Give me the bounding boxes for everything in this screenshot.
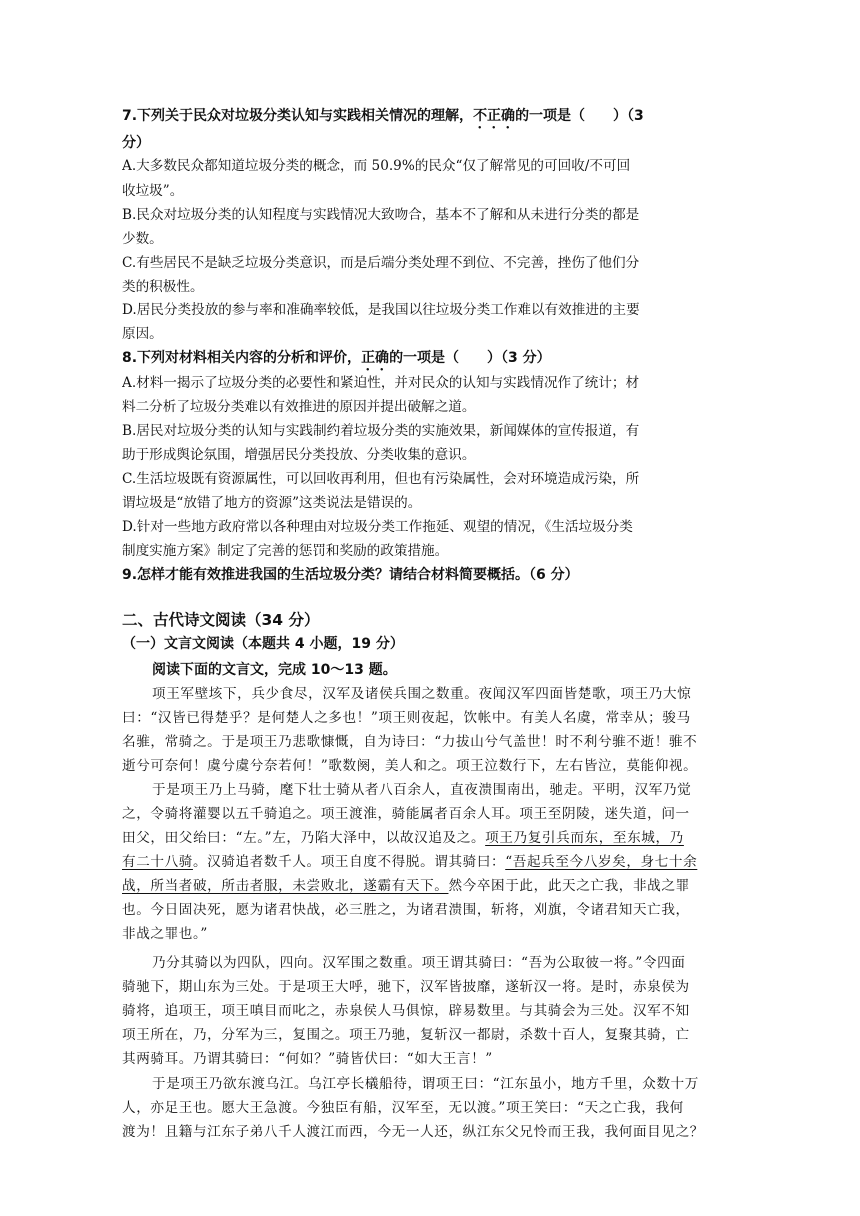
passage-p2-line6: 也。今日固决死，愿为诸君快战，必三胜之，为诸君溃围，斩将，刈旗，令诸君知天亡我， <box>122 902 690 918</box>
passage-p2-line3 <box>122 827 742 849</box>
question-9: 9.怎样才能有效推进我国的生活垃圾分类？请结合材料简要概括。（6 分） <box>122 567 579 583</box>
question-7-points: 分） <box>122 135 150 151</box>
passage-p2-line7: 非战之罪也。” <box>122 926 208 942</box>
passage-p3-line3: 骑将，追项王，项王嗔目而叱之，赤泉侯人马俱惊，辟易数里。与其骑会为三处。汉军不知 <box>122 1003 690 1019</box>
passage-p4-line1: 于是项王乃欲东渡乌江。乌江亭长檥船待，谓项王曰：“江东虽小，地方千里，众数十万 <box>152 1076 699 1092</box>
passage-p4-line3: 渡为！且籍与江东子弟八千人渡江而西，今无一人还，纵江东父兄怜而王我，我何面目见之？ <box>122 1124 704 1140</box>
q8-option-b-line1: B.居民对垃圾分类的认知与实践制约着垃圾分类的实施效果，新闻媒体的宣传报道，有 <box>122 423 640 439</box>
passage-p1-line4: 逝兮可奈何！虞兮虞兮奈若何！”歌数阕，美人和之。项王泣数行下，左右皆泣，莫能仰视。 <box>122 758 698 774</box>
passage-text: 。汉骑追者数千人。项王自度不得脱。谓其骑曰： <box>192 854 506 870</box>
passage-p3-line2: 骑驰下，期山东为三处。于是项王大呼，驰下，汉军皆披靡，遂斩汉一将。是时，赤泉侯为 <box>122 979 690 995</box>
q7-option-d-line1: D.居民分类投放的参与率和准确率较低，是我国以往垃圾分类工作难以有效推进的主要 <box>122 302 640 318</box>
passage-p4-line2: 人，亦足王也。愿大王急渡。今独臣有船，汉军至，无以渡。”项王笑曰：“天之亡我，我何 <box>122 1100 684 1116</box>
subsection-title: （一）文言文阅读（本题共 4 小题，19 分） <box>122 636 404 652</box>
q7-stem-text-a: 7.下列关于民众对垃圾分类认知与实践相关情况的理解， <box>122 108 474 124</box>
passage-p1-line2: 曰：“汉皆已得楚乎？是何楚人之多也！”项王则夜起，饮帐中。有美人名虞，常幸从；骏马 <box>122 710 691 726</box>
passage-p2-line1: 于是项王乃上马骑，麾下壮士骑从者八百余人，直夜溃围南出，驰走。平明，汉军乃觉 <box>152 782 692 798</box>
q8-stem-text-a: 8.下列对材料相关内容的分析和评价， <box>122 350 362 366</box>
q7-option-a-line2: 收垃圾”。 <box>122 183 184 199</box>
q8-option-c-line1: C.生活垃圾既有资源属性，可以回收再利用，但也有污染属性，会对环境造成污染，所 <box>122 471 640 487</box>
passage-text: 田父，田父绐曰：“左。”左，乃陷大泽中，以故汉追及之。 <box>122 830 486 846</box>
q7-option-b-line1: B.民众对垃圾分类的认知程度与实践情况大致吻合，基本不了解和从未进行分类的都是 <box>122 207 640 223</box>
q7-option-c-line2: 类的积极性。 <box>122 279 204 295</box>
passage-p3-line5: 其两骑耳。乃谓其骑曰：“何如？”骑皆伏曰：“如大王言！” <box>122 1051 493 1067</box>
q8-option-c-line2: 谓垃圾是“放错了地方的资源”这类说法是错误的。 <box>122 495 422 511</box>
q7-stem-text-b: 的一项是（ ）（3 <box>515 108 644 124</box>
q7-option-b-line2: 少数。 <box>122 231 163 247</box>
underlined-sentence: 战，所当者破，所击者服，未尝败北，遂霸有天下。 <box>122 878 449 894</box>
q7-option-d-line2: 原因。 <box>122 326 163 342</box>
underlined-sentence: 项王乃复引兵而东，至东城，乃 <box>485 830 684 846</box>
passage-p1-line3: 名骓，常骑之。于是项王乃悲歌慷慨，自为诗曰：“力拔山兮气盖世！时不利兮骓不逝！骓不 <box>122 734 698 750</box>
q7-emphasis-word: 不正确 <box>473 108 516 124</box>
q8-option-b-line2: 助于形成舆论氛围，增强居民分类投放、分类收集的意识。 <box>122 447 476 463</box>
q8-option-a-line1: A.材料一揭示了垃圾分类的必要性和紧迫性，并对民众的认知与实践情况作了统计；材 <box>122 375 640 391</box>
q7-option-c-line1: C.有些居民不是缺乏垃圾分类意识，而是后端分类处理不到位、不完善，挫伤了他们分 <box>122 255 640 271</box>
q7-option-a-line1: A.大多数民众都知道垃圾分类的概念，而 50.9%的民众“仅了解常见的可回收/不可回 <box>122 158 631 174</box>
passage-p1-line1: 项王军壁垓下，兵少食尽，汉军及诸侯兵围之数重。夜闻汉军四面皆楚歌，项王乃大惊 <box>152 686 692 702</box>
passage-text: 然今卒困于此，此天之亡我，非战之罪 <box>448 878 690 894</box>
section-title: 二、古代诗文阅读（34 分） <box>122 611 320 629</box>
passage-p2-line2: 之，令骑将灌婴以五千骑追之。项王渡淮，骑能属者百余人耳。项王至阴陵，迷失道，问一 <box>122 806 690 822</box>
passage-p2-line4 <box>122 851 742 873</box>
passage-p3-line1: 乃分其骑以为四队，四向。汉军围之数重。项王谓其骑曰：“吾为公取彼一将。”令四面 <box>152 955 686 971</box>
q8-option-a-line2: 料二分析了垃圾分类难以有效推进的原因并提出破解之道。 <box>122 399 476 415</box>
underlined-sentence: “吾起兵至今八岁矣，身七十余 <box>505 854 698 870</box>
question-8-stem <box>122 347 742 374</box>
reading-instruction: 阅读下面的文言文，完成 10～13 题。 <box>152 662 397 678</box>
q8-option-d-line1: D.针对一些地方政府常以各种理由对垃圾分类工作拖延、观望的情况，《生活垃圾分类 <box>122 519 633 535</box>
underlined-sentence: 有二十八骑 <box>122 854 193 870</box>
q8-stem-text-b: 的一项是（ ）（3 分） <box>389 350 551 366</box>
passage-p3-line4: 项王所在，乃，分军为三，复围之。项王乃驰，复斩汉一都尉，杀数十百人，复聚其骑，亡 <box>122 1027 690 1043</box>
question-7-stem <box>122 105 742 132</box>
passage-p2-line5 <box>122 875 742 897</box>
q8-option-d-line2: 制度实施方案》制定了完善的惩罚和奖励的政策措施。 <box>122 543 449 559</box>
q8-emphasis-word: 正确 <box>361 350 390 366</box>
